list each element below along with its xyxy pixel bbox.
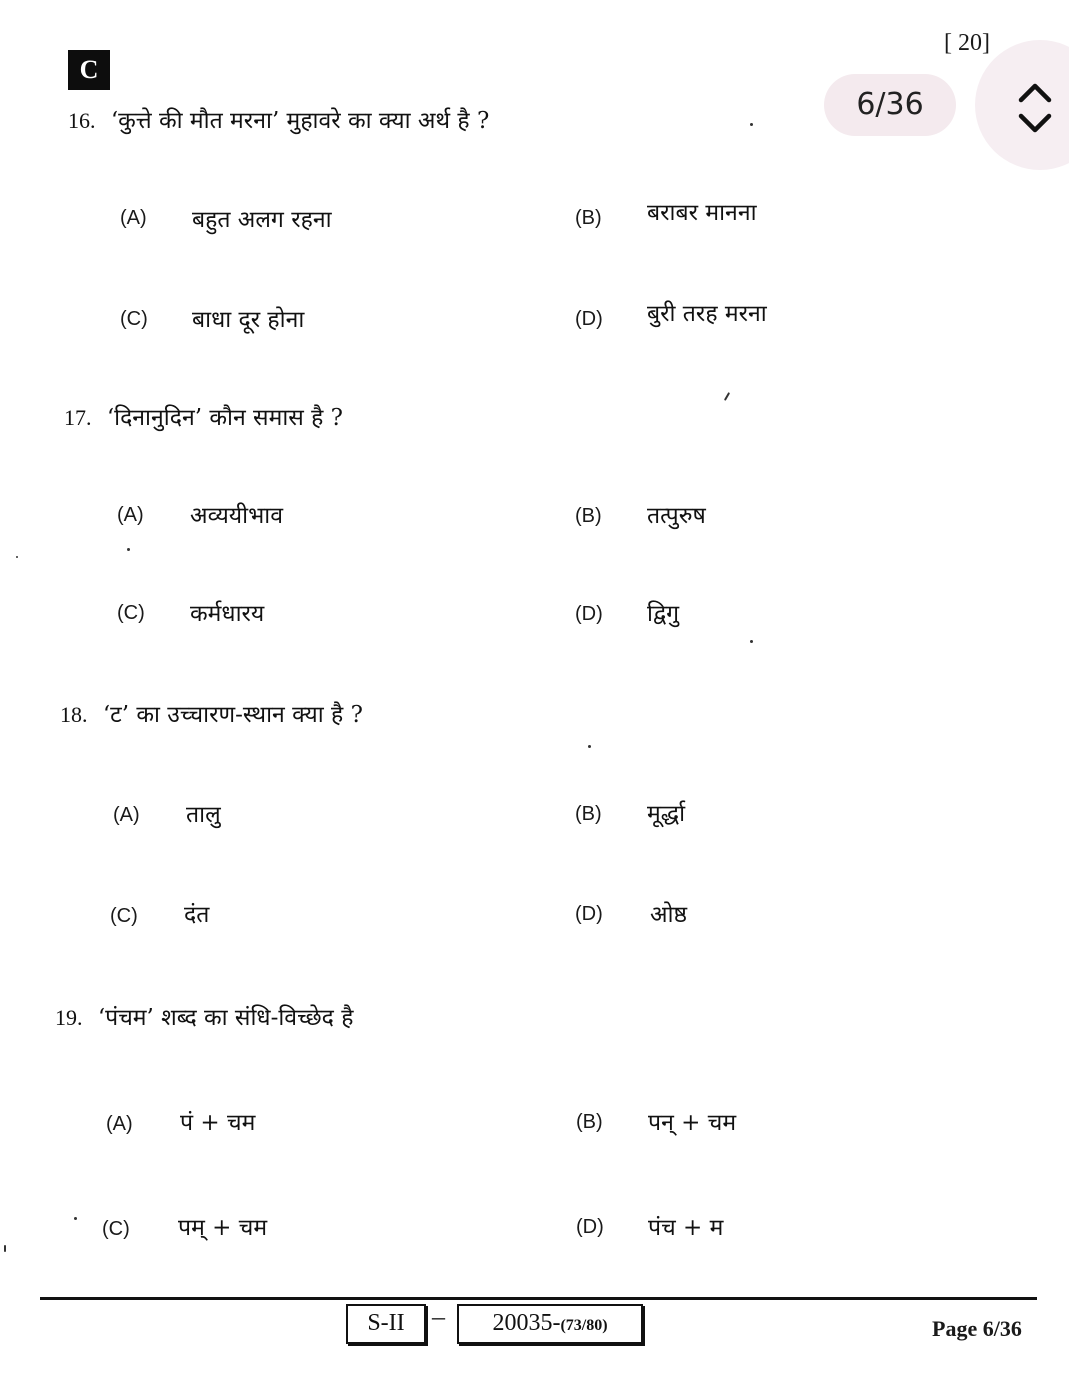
option-text-d: ओष्ठ (650, 902, 688, 928)
page-indicator: 6/36 (824, 74, 956, 136)
question-text: ‘ट’ का उच्चारण-स्थान क्या है ? (102, 702, 363, 728)
question-number: 19. (55, 1005, 83, 1030)
option-letter-c: (C) (110, 905, 138, 927)
option-text-d: पंच + म (648, 1215, 724, 1241)
scan-speck (4, 1245, 6, 1252)
option-text-a: अव्ययीभाव (190, 503, 283, 529)
chevron-down-icon (1012, 106, 1058, 140)
top-code: [ 20] (944, 30, 990, 56)
question-text: ‘पंचम’ शब्द का संधि-विच्छेद है (97, 1005, 354, 1031)
option-letter-a: (A) (117, 504, 144, 526)
scan-speck (588, 745, 591, 748)
option-text-b: मूर्द्धा (647, 801, 686, 827)
option-text-a: तालु (186, 802, 221, 828)
question-text: ‘कुत्ते की मौत मरना’ मुहावरे का क्या अर्थ है ? (110, 108, 490, 134)
previous-page-button[interactable] (1012, 76, 1058, 110)
chevron-up-icon (1012, 76, 1058, 110)
question-18 (60, 697, 363, 729)
option-text-d: द्विगु (647, 601, 680, 627)
scan-speck (127, 548, 130, 551)
option-text-d: बुरी तरह मरना (647, 301, 767, 327)
option-letter-a: (A) (113, 804, 140, 826)
scan-speck (74, 1217, 77, 1220)
scan-speck (724, 392, 730, 401)
question-number: 18. (60, 702, 88, 727)
option-letter-d: (D) (576, 1216, 604, 1238)
option-text-c: कर्मधारय (190, 601, 265, 627)
paper-code-box (457, 1304, 643, 1344)
page-number: Page 6/36 (932, 1316, 1022, 1341)
paper-code-suffix: (73/80) (560, 1317, 608, 1334)
paper-code: 20035- (492, 1310, 561, 1336)
option-text-c: बाधा दूर होना (192, 307, 305, 333)
option-letter-c: (C) (120, 308, 148, 330)
option-letter-a: (A) (106, 1113, 133, 1135)
option-letter-d: (D) (575, 903, 603, 925)
footer-dash: – (432, 1302, 445, 1331)
option-letter-a: (A) (120, 207, 147, 229)
scan-speck (750, 123, 753, 126)
option-letter-b: (B) (575, 505, 602, 527)
option-text-c: दंत (184, 902, 210, 928)
option-letter-c: (C) (102, 1218, 130, 1240)
scan-speck (750, 640, 753, 643)
question-16 (68, 103, 489, 135)
option-text-a: पं + चम (180, 1110, 256, 1136)
question-text: ‘दिनानुदिन’ कौन समास है ? (106, 405, 344, 431)
option-letter-b: (B) (576, 1111, 603, 1133)
next-page-button[interactable] (1012, 106, 1058, 140)
option-text-b: पन् + चम (648, 1110, 737, 1136)
option-letter-c: (C) (117, 602, 145, 624)
question-number: 16. (68, 108, 96, 133)
footer-divider (40, 1297, 1037, 1300)
question-19 (55, 1000, 353, 1032)
question-number: 17. (64, 405, 92, 430)
option-text-b: बराबर मानना (647, 200, 757, 226)
option-text-c: पम् + चम (178, 1215, 268, 1241)
option-letter-b: (B) (575, 207, 602, 229)
option-text-b: तत्पुरुष (647, 503, 706, 529)
option-text-a: बहुत अलग रहना (192, 207, 332, 233)
set-badge: C (68, 50, 110, 90)
series-box: S-II (346, 1304, 426, 1344)
option-letter-d: (D) (575, 308, 603, 330)
scan-speck (16, 556, 18, 558)
option-letter-b: (B) (575, 803, 602, 825)
option-letter-d: (D) (575, 603, 603, 625)
question-17 (64, 400, 343, 432)
